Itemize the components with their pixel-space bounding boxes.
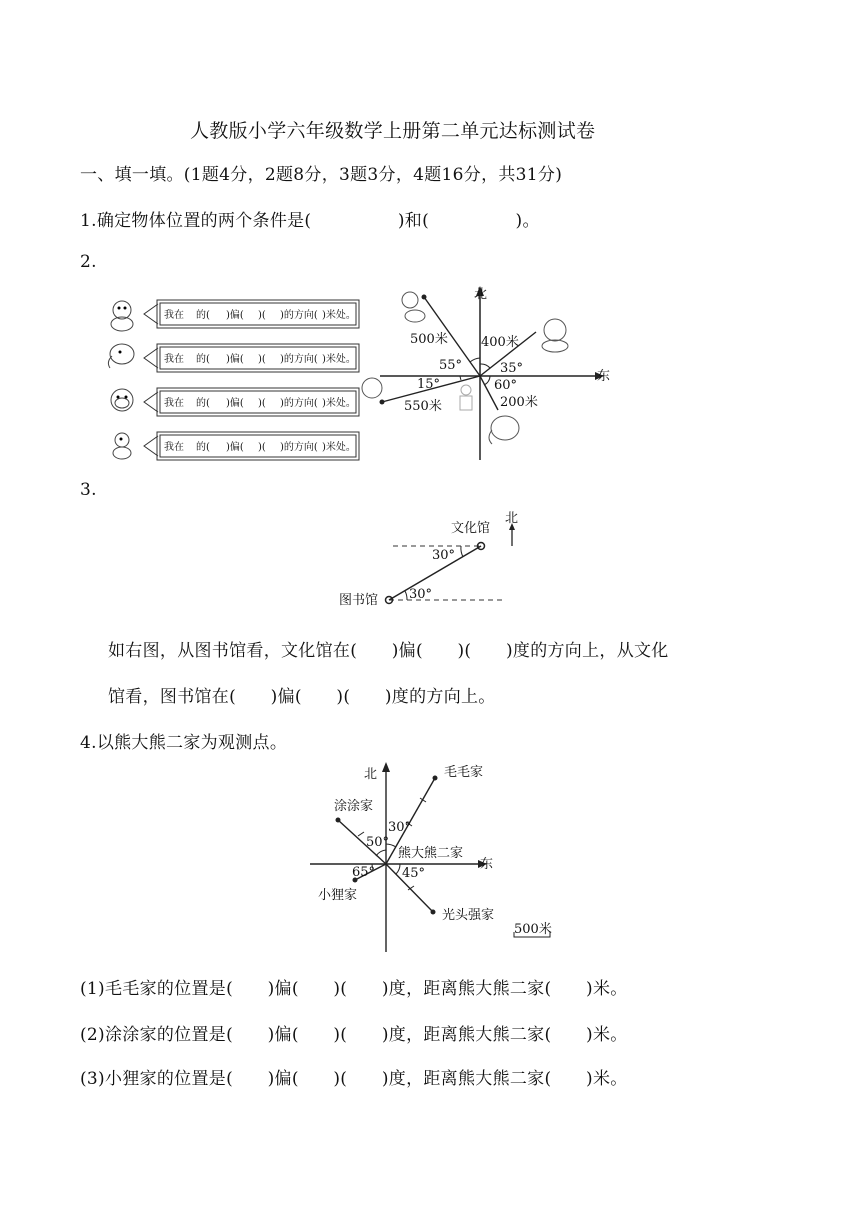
duck-icon bbox=[111, 301, 133, 331]
monkey-icon bbox=[111, 389, 133, 411]
row1-part4: )( bbox=[258, 310, 266, 321]
row2-part2: 的( bbox=[196, 354, 210, 365]
bird-icon bbox=[113, 433, 131, 459]
row3-part3: )偏( bbox=[226, 398, 244, 409]
row2-part3: )偏( bbox=[226, 354, 244, 365]
elephant-icon bbox=[489, 416, 519, 444]
question-4-sub-2: (2)涂涂家的位置是( )偏( )( )度，距离熊大熊二家( )米。 bbox=[80, 1025, 628, 1045]
row1-part2: 的( bbox=[196, 310, 210, 321]
north-label: 北 bbox=[364, 767, 378, 782]
scale-label: 500米 bbox=[514, 922, 552, 937]
library-label: 图书馆 bbox=[339, 593, 379, 608]
duck-icon bbox=[402, 292, 425, 322]
row1-part1: 我在 bbox=[164, 310, 184, 321]
question-1: 1.确定物体位置的两个条件是( )和( )。 bbox=[80, 211, 540, 231]
east-label: 东 bbox=[597, 369, 611, 384]
east-label: 东 bbox=[480, 857, 494, 872]
question-4-title: 4.以熊大熊二家为观测点。 bbox=[80, 733, 288, 753]
north-label: 北 bbox=[505, 511, 519, 526]
row4-part2: 的( bbox=[196, 442, 210, 453]
monkey-icon bbox=[362, 378, 382, 398]
dist-se-label: 200米 bbox=[500, 395, 538, 410]
museum-label: 文化馆 bbox=[451, 521, 491, 536]
page-title: 人教版小学六年级数学上册第二单元达标测试卷 bbox=[190, 120, 596, 142]
angle-w-label: 15° bbox=[417, 377, 441, 392]
angle-30-label: 30° bbox=[388, 820, 412, 835]
row2-part6: )米处。 bbox=[322, 354, 356, 365]
angle-top-label: 30° bbox=[432, 548, 456, 563]
row4-part5: )的方向( bbox=[280, 442, 318, 453]
row2-part4: )( bbox=[258, 354, 266, 365]
angle-se-label: 60° bbox=[494, 378, 518, 393]
row2-part5: )的方向( bbox=[280, 354, 318, 365]
angle-nw-label: 55° bbox=[439, 358, 463, 373]
question-4-sub-3: (3)小狸家的位置是( )偏( )( )度，距离熊大熊二家( )米。 bbox=[80, 1069, 628, 1089]
row1-part5: )的方向( bbox=[280, 310, 318, 321]
center-label: 熊大熊二家 bbox=[398, 846, 464, 861]
row1-part3: )偏( bbox=[226, 310, 244, 321]
child-icon bbox=[460, 385, 472, 410]
guangtou-label: 光头强家 bbox=[442, 908, 495, 923]
north-label: 北 bbox=[474, 287, 488, 302]
question-3-number: 3. bbox=[80, 480, 97, 500]
q3-diagram bbox=[335, 508, 535, 608]
angle-bottom-label: 30° bbox=[409, 587, 433, 602]
section-heading: 一、填一填。(1题4分，2题8分，3题3分，4题16分，共31分) bbox=[80, 165, 563, 185]
maomao-label: 毛毛家 bbox=[444, 765, 484, 780]
question-2-number: 2. bbox=[80, 252, 97, 272]
angle-ne-label: 35° bbox=[500, 361, 524, 376]
row4-part6: )米处。 bbox=[322, 442, 356, 453]
row3-part1: 我在 bbox=[164, 398, 184, 409]
dist-w-label: 550米 bbox=[404, 399, 442, 414]
row3-part6: )米处。 bbox=[322, 398, 356, 409]
question-4-sub-1: (1)毛毛家的位置是( )偏( )( )度，距离熊大熊二家( )米。 bbox=[80, 979, 628, 999]
angle-65-label: 65° bbox=[352, 865, 376, 880]
row4-part3: )偏( bbox=[226, 442, 244, 453]
angle-50-label: 50° bbox=[366, 835, 390, 850]
question-3-line-2: 馆看，图书馆在( )偏( )( )度的方向上。 bbox=[108, 687, 496, 707]
row4-part4: )( bbox=[258, 442, 266, 453]
elephant-icon bbox=[108, 344, 134, 368]
row1-part6: )米处。 bbox=[322, 310, 356, 321]
question-3-line-1: 如右图，从图书馆看，文化馆在( )偏( )( )度的方向上，从文化 bbox=[108, 641, 669, 661]
row3-part2: 的( bbox=[196, 398, 210, 409]
q2-direction-diagram bbox=[360, 280, 630, 470]
angle-45-label: 45° bbox=[402, 866, 426, 881]
dist-nw-label: 500米 bbox=[410, 332, 448, 347]
tutu-label: 涂涂家 bbox=[334, 799, 374, 814]
row3-part5: )的方向( bbox=[280, 398, 318, 409]
dist-ne-label: 400米 bbox=[481, 335, 519, 350]
q2-speech-boxes bbox=[100, 290, 365, 465]
row2-part1: 我在 bbox=[164, 354, 184, 365]
q4-diagram bbox=[300, 756, 560, 958]
row3-part4: )( bbox=[258, 398, 266, 409]
row4-part1: 我在 bbox=[164, 442, 184, 453]
bird-icon bbox=[542, 319, 568, 352]
xiaoli-label: 小狸家 bbox=[318, 888, 358, 903]
